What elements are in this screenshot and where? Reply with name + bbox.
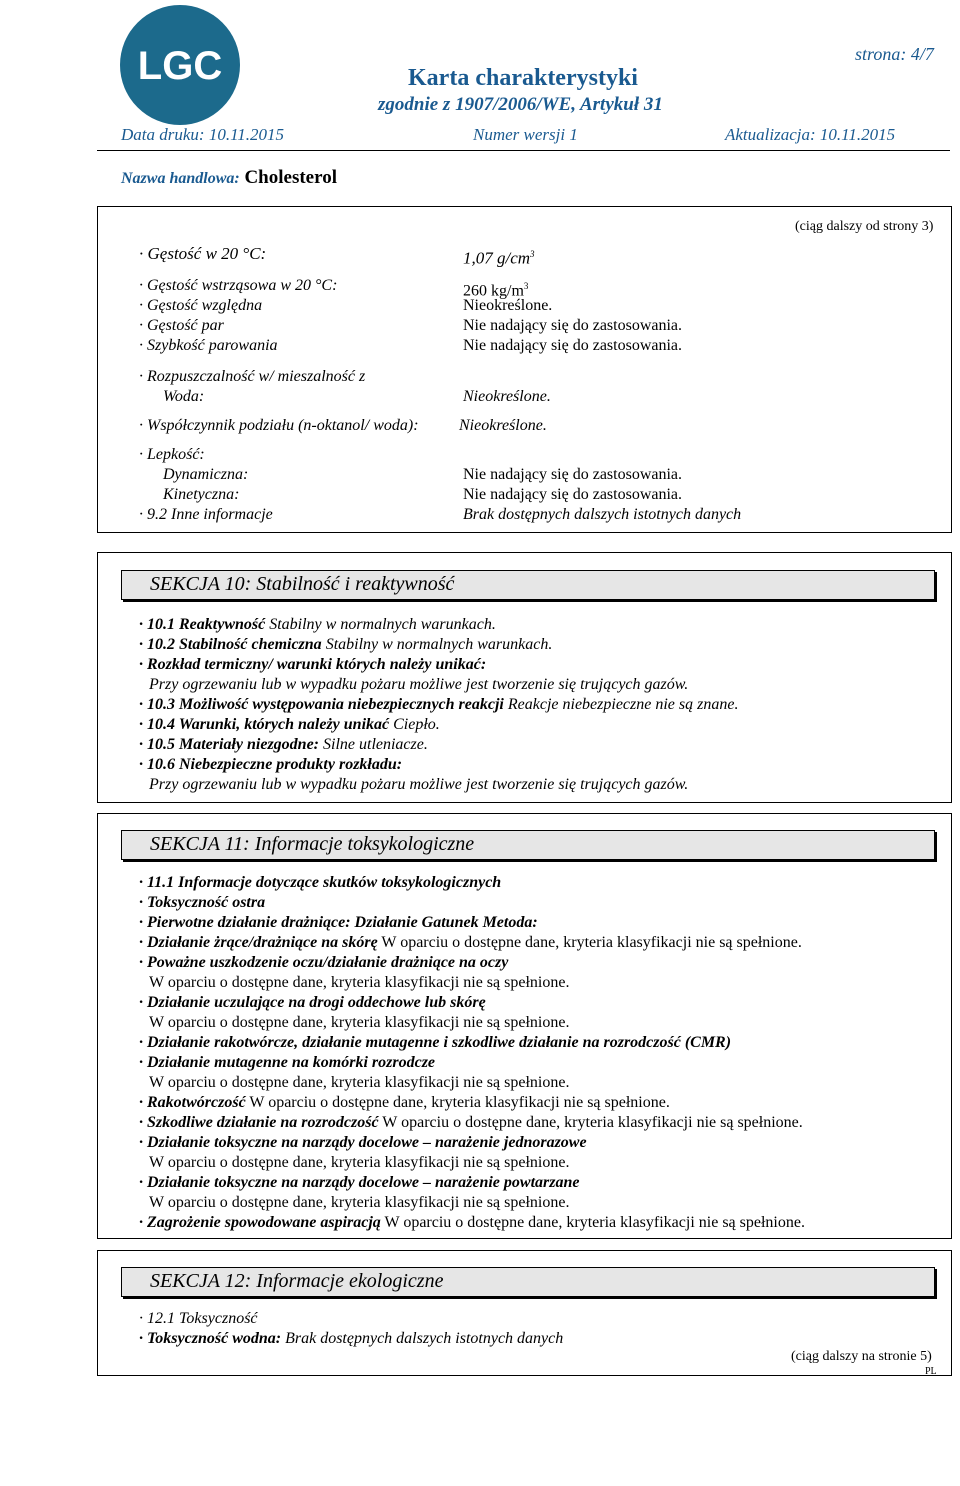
density-label: · Gęstość w 20 °C: [139, 244, 267, 263]
sec11-sensitisation-label: · Działanie uczulające na drogi oddechowe lub skórę [139, 994, 486, 1011]
solubility-label: · Rozpuszczalność w/ mieszalność z [139, 368, 366, 385]
svg-text:LGC: LGC [137, 44, 223, 88]
continued-from: (ciąg dalszy od strony 3) [795, 219, 934, 234]
lgc-logo [120, 5, 240, 125]
document-subtitle: zgodnie z 1907/2006/WE, Artykuł 31 [378, 94, 663, 115]
sec11-info: · 11.1 Informacje dotyczące skutków toksykologicznych [139, 874, 502, 891]
sec10-reactivity: · 10.1 Reaktywność Stabilny w normalnych warunkach. [139, 616, 496, 633]
kinematic-label: Kinetyczna: [163, 486, 240, 503]
other-info-label: · 9.2 Inne informacje [139, 506, 273, 523]
sec10-conditions-avoid: · 10.4 Warunki, których należy unikać Ciepło. [139, 716, 440, 733]
sec10-hazardous-reactions: · 10.3 Możliwość występowania niebezpiecznych reakcji Reakcje niebezpieczne nie są znane. [139, 696, 739, 713]
section-12-heading: SEKCJA 12: Informacje ekologiczne [121, 1267, 935, 1297]
sec11-stot-repeated-label: · Działanie toksyczne na narządy docelowe – narażenie powtarzane [139, 1174, 580, 1191]
page-number: strona: 4/7 [855, 44, 934, 64]
sec11-skin-corrosion: · Działanie żrące/drażniące na skórę W oparciu o dostępne dane, kryteria klasyfikacji nie są spełnione. [139, 934, 802, 951]
sec10-decomposition-products-text: Przy ogrzewaniu lub w wypadku pożaru możliwe jest tworzenie się trujących gazów. [149, 776, 689, 793]
dynamic-label: Dynamiczna: [163, 466, 249, 483]
sec11-stot-single-text: W oparciu o dostępne dane, kryteria klasyfikacji nie są spełnione. [149, 1154, 570, 1171]
sec11-primary-irritant: · Pierwotne działanie drażniące: Działanie Gatunek Metoda: [139, 914, 538, 931]
section-11-heading: SEKCJA 11: Informacje toksykologiczne [121, 830, 935, 860]
print-date: Data druku: 10.11.2015 [121, 125, 285, 144]
sec11-stot-single-label: · Działanie toksyczne na narządy docelowe – narażenie jednorazowe [139, 1134, 587, 1151]
sec10-decomposition-products-label: · 10.6 Niebezpieczne produkty rozkładu: [139, 756, 403, 773]
sec11-mutagenicity-text: W oparciu o dostępne dane, kryteria klasyfikacji nie są spełnione. [149, 1074, 570, 1091]
continued-to: (ciąg dalszy na stronie 5) [791, 1349, 932, 1364]
dynamic-value: Nie nadający się do zastosowania. [463, 466, 683, 483]
relative-density-label: · Gęstość względna [139, 297, 263, 314]
evaporation-label: · Szybkość parowania [139, 337, 278, 354]
sec11-reproductive: · Szkodliwe działanie na rozrodczość W oparciu o dostępne dane, kryteria klasyfikacji nie są spełnione. [139, 1114, 803, 1131]
sec11-eye-damage-text: W oparciu o dostępne dane, kryteria klasyfikacji nie są spełnione. [149, 974, 570, 991]
vapour-density-value: Nie nadający się do zastosowania. [463, 317, 683, 334]
evaporation-value: Nie nadający się do zastosowania. [463, 337, 683, 354]
sec10-decomposition-text: Przy ogrzewaniu lub w wypadku pożaru możliwe jest tworzenie się trujących gazów. [149, 676, 689, 693]
water-label: Woda: [163, 388, 205, 405]
sec11-cmr-label: · Działanie rakotwórcze, działanie mutagenne i szkodliwe działanie na rozrodczość (CMR) [139, 1034, 732, 1051]
other-info-value: Brak dostępnych dalszych istotnych danych [463, 506, 742, 523]
language-code: PL [925, 1366, 937, 1377]
sec10-incompatible: · 10.5 Materiały niezgodne: Silne utleniacze. [139, 736, 428, 753]
section-10-heading: SEKCJA 10: Stabilność i reaktywność [121, 570, 935, 600]
sec11-stot-repeated-text: W oparciu o dostępne dane, kryteria klasyfikacji nie są spełnione. [149, 1194, 570, 1211]
vapour-density-label: · Gęstość par [139, 317, 224, 334]
water-value: Nieokreślone. [463, 388, 551, 405]
sec12-aquatic-toxicity: · Toksyczność wodna: Brak dostępnych dalszych istotnych danych [139, 1330, 564, 1347]
partition-label: · Współczynnik podziału (n-oktanol/ woda): [139, 417, 419, 434]
trade-name: Nazwa handlowa: Cholesterol [121, 167, 337, 188]
viscosity-label: · Lepkość: [139, 446, 205, 463]
sec11-acute-toxicity: · Toksyczność ostra [139, 894, 266, 911]
sec11-carcinogenicity: · Rakotwórczość W oparciu o dostępne dane, kryteria klasyfikacji nie są spełnione. [139, 1094, 670, 1111]
sec11-sensitisation-text: W oparciu o dostępne dane, kryteria klasyfikacji nie są spełnione. [149, 1014, 570, 1031]
density-value: 1,07 $g/cm^3$ [463, 248, 535, 268]
update-date: Aktualizacja: 10.11.2015 [725, 125, 896, 144]
version-number: Numer wersji 1 [473, 125, 578, 144]
document-title: Karta charakterystyki [408, 65, 638, 91]
sec10-stability: · 10.2 Stabilność chemiczna Stabilny w normalnych warunkach. [139, 636, 553, 653]
sec10-decomposition-label: · Rozkład termiczny/ warunki których należy unikać: [139, 656, 487, 673]
sec11-aspiration: · Zagrożenie spowodowane aspiracją W oparciu o dostępne dane, kryteria klasyfikacji nie są spełnione. [139, 1214, 805, 1231]
sec11-mutagenicity-label: · Działanie mutagenne na komórki rozrodcze [139, 1054, 436, 1071]
sec11-eye-damage-label: · Poważne uszkodzenie oczu/działanie drażniące na oczy [139, 954, 509, 971]
header-rule [97, 150, 950, 151]
bulk-density-value: 260 $kg/m^3$ [463, 281, 529, 300]
sec12-toxicity: · 12.1 Toksyczność [139, 1310, 258, 1327]
partition-value: Nieokreślone. [459, 417, 547, 434]
bulk-density-label: · Gęstość wstrząsowa w 20 °C: [139, 277, 338, 294]
relative-density-value: Nieokreślone. [463, 297, 553, 314]
kinematic-value: Nie nadający się do zastosowania. [463, 486, 683, 503]
